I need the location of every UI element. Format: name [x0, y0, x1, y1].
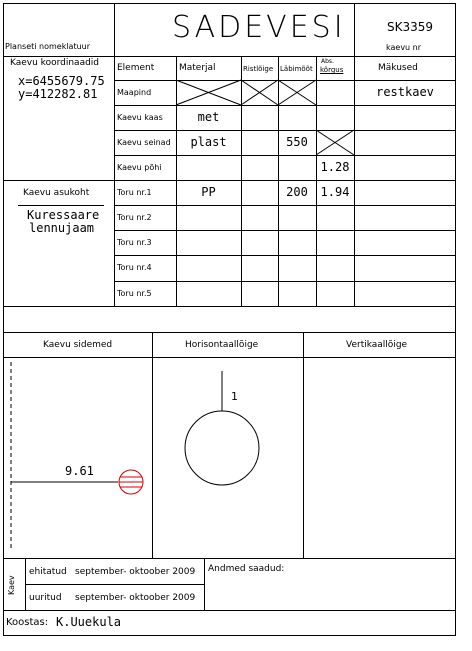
row-material: PP [201, 185, 216, 199]
coordinates-label: Kaevu koordinaadid [10, 58, 100, 68]
row-element: Toru nr.2 [117, 213, 152, 222]
row-element: Toru nr.3 [117, 238, 152, 247]
row-element: Toru nr.4 [117, 263, 152, 272]
plan-caption: Planseti nomeklatuur [5, 42, 91, 51]
row-element: Toru nr.1 [117, 188, 152, 197]
location-line-2: lennujaam [29, 221, 95, 235]
header-material: Materjal [179, 63, 216, 73]
location-line-1: Kuressaare [27, 208, 100, 222]
section-horisontaal: Horisontaallõige [185, 340, 259, 350]
row-labimoot: 550 [286, 135, 308, 149]
koostas-label: Koostas: [6, 617, 49, 628]
header-ristlolge: Ristlõige [243, 65, 274, 73]
kaev-label: Kaev [7, 575, 16, 595]
andmed-label: Andmed saadud: [208, 564, 285, 574]
well-code-caption: kaevu nr [386, 43, 422, 52]
well-code: SK3359 [387, 20, 434, 34]
coordinate-x: x=6455679.75 [18, 74, 105, 88]
ehitatud-date: september- oktoober 2009 [75, 567, 196, 577]
pipe-number: 1 [231, 390, 238, 403]
header-abs-1: Abs. [321, 58, 334, 65]
drawing-title: SADEVESI [172, 10, 346, 45]
row-element: Maapind [117, 88, 152, 97]
header-element: Element [117, 63, 155, 73]
well-section-circle [185, 411, 259, 485]
section-vertikaal: Vertikaallõige [346, 340, 408, 350]
ehitatud-label: ehitatud [29, 567, 67, 577]
coordinate-y: y=412282.81 [18, 87, 98, 101]
row-element: Kaevu seinad [117, 138, 171, 147]
row-makused: restkaev [376, 85, 434, 99]
row-abs-korgus: 1.94 [320, 185, 350, 199]
row-element: Kaevu põhi [117, 163, 162, 172]
row-material: met [197, 110, 220, 124]
uuritud-date: september- oktoober 2009 [75, 593, 196, 603]
row-labimoot: 200 [286, 185, 308, 199]
uuritud-label: uuritud [29, 593, 62, 603]
row-material: plast [190, 135, 227, 149]
header-makused: Mäkused [378, 63, 418, 73]
row-abs-korgus: 1.28 [320, 160, 350, 174]
header-labimoot: Läbimõõt [280, 65, 313, 73]
koostas-name: K.Uuekula [56, 615, 122, 629]
row-element: Kaevu kaas [117, 113, 163, 122]
row-element: Toru nr.5 [117, 289, 152, 298]
location-label: Kaevu asukoht [23, 188, 90, 198]
header-abs-2: kõrgus [320, 66, 344, 74]
well-symbol [119, 470, 143, 494]
section-sidemed: Kaevu sidemed [43, 340, 113, 350]
distance-value: 9.61 [65, 464, 94, 478]
